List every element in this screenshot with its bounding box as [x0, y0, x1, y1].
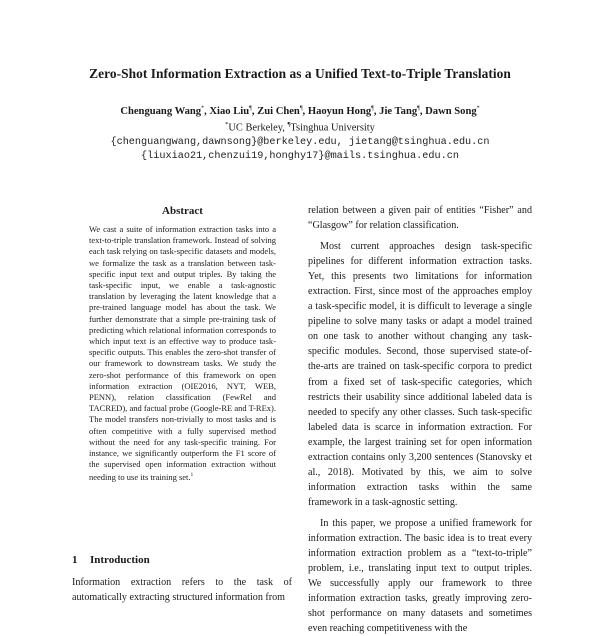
- paragraph: relation between a given pair of entities “Fisher” and “Glasgow” for relation classification.: [308, 205, 532, 232]
- email-line: {chenguangwang,dawnsong}@berkeley.edu, jietang@tsinghua.edu.cn: [110, 137, 490, 148]
- intro-paragraph: Information extraction refers to the task of automatically extracting structured information from: [72, 577, 292, 603]
- author-list: [0, 105, 600, 117]
- paragraph: Most current approaches design task-specific pipelines for different information extraction tasks. Yet, this presents two limitations for information extraction. First, since most of the approaches employ a task-specific model, it is difficult to leverage a single pipeline to solve many tasks or adapt a model trained on one task to another without changing any task-specific modules. Second, those supervised state-of-the-arts are trained on task-specific corpora to predict from a fixed set of task-specific categories, which restricts their usability since additional labeled data is needed to specify any other classes. Such task-specific labeled data is scarce in information extraction. For example, the largest training set for open information extraction contains only 3,200 sentences (Stanovsky et al., 2018). Motivated by this, we aim to solve information extraction tasks within the same framework in a task-agnostic setting.: [308, 241, 532, 508]
- abstract-heading: Abstract: [162, 205, 203, 217]
- author: Zui Chen¶,: [257, 105, 308, 117]
- email-line: {liuxiao21,chenzui19,honghy17}@mails.tsinghua.edu.cn: [141, 151, 459, 162]
- paper-title: Zero-Shot Information Extraction as a Unified Text-to-Triple Translation: [89, 66, 511, 81]
- author: Haoyun Hong¶,: [307, 105, 380, 117]
- author: Xiao Liu¶,: [209, 105, 258, 117]
- section-heading-introduction: 1 Introduction: [72, 554, 150, 566]
- author: Jie Tang¶,: [379, 105, 426, 117]
- author: Chenguang Wang*,: [120, 105, 210, 117]
- abstract-body: We cast a suite of information extraction tasks into a text-to-triple translation framework. Instead of solving each task relying on task-specific datasets and models, we formalize the task as a translation between task-specific input text and output triples. By taking the task-specific input, we enable a task-agnostic translation by leveraging the latent knowledge that a pre-trained language model has about the task. We further demonstrate that a simple pre-training task of predicting which relational information corresponds to which input text is an effective way to produce task-specific outputs. This enables the zero-shot transfer of our framework to downstream tasks. We study the zero-shot performance of this framework on open information extraction (OIE2016, NYT, WEB, PENN), relation classification (FewRel and TACRED), and factual probe (Google-RE and T-REx). The model transfers non-trivially to most tasks and is often competitive with a fully supervised method without the need for any task-specific training. For instance, we significantly outperform the F1 score of the supervised open information extraction without needing to use its training set.$^1$: [89, 224, 276, 483]
- footnote-marker: 1: [190, 472, 194, 479]
- paragraph: In this paper, we propose a unified framework for information extraction. The basic idea is to treat every information extraction problem as a “text-to-triple” problem, i.e., translating input text to output triples. We successfully apply our framework to three information extraction tasks, greatly improving zero-shot performance on many datasets and sometimes even reaching competitiveness with the: [308, 517, 532, 635]
- author: Dawn Song*: [425, 105, 480, 117]
- affiliations: *UC Berkeley, ¶Tsinghua University: [225, 121, 375, 134]
- right-column: [308, 203, 532, 636]
